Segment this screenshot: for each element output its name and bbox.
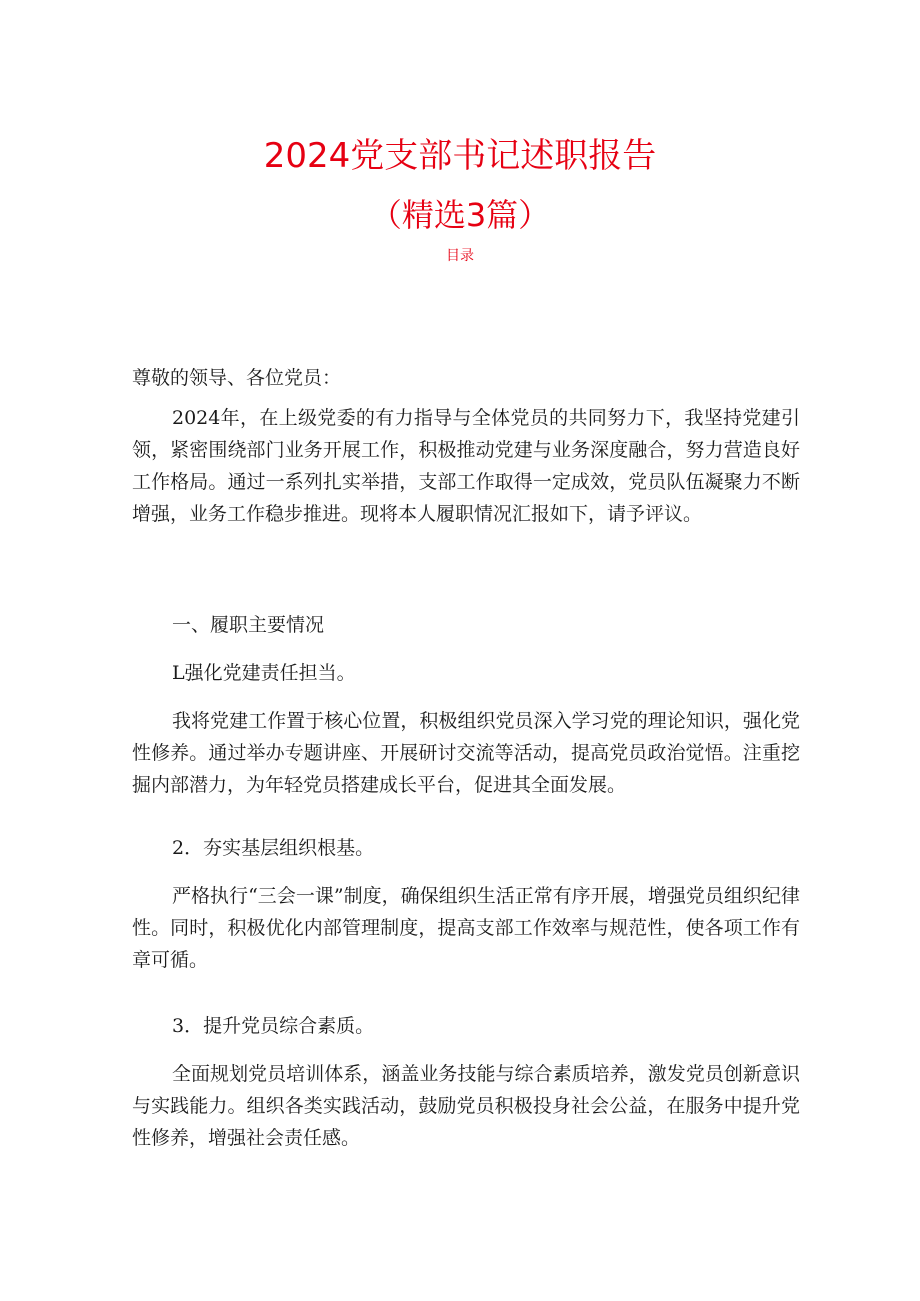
document-subtitle: （精选3篇） bbox=[369, 196, 551, 234]
intro-paragraph: 2024年，在上级党委的有力指导与全体党员的共同努力下，我坚持党建引领，紧密围绕部门业务开展工作，积极推动党建与业务深度融合，努力营造良好工作格局。通过一系列扎实举措，支部工作取得一定成效，党员队伍凝聚力不断增强，业务工作稳步推进。现将本人履职情况汇报如下，请予评议。 bbox=[132, 407, 800, 525]
salutation: 尊敬的领导、各位党员： bbox=[132, 367, 342, 389]
document-title: 2024党支部书记述职报告 bbox=[263, 136, 657, 176]
item-paragraph: 全面规划党员培训体系，涵盖业务技能与综合素质培养，激发党员创新意识与实践能力。组织各类实践活动，鼓励党员积极投身社会公益，在服务中提升党性修养，增强社会责任感。 bbox=[132, 1063, 800, 1149]
item-paragraph: 严格执行“三会一课”制度，确保组织生活正常有序开展，增强党员组织纪律性。同时，积极优化内部管理制度，提高支部工作效率与规范性，使各项工作有章可循。 bbox=[132, 885, 800, 971]
section-heading: 一、履职主要情况 bbox=[172, 614, 325, 636]
item-paragraph: 我将党建工作置于核心位置，积极组织党员深入学习党的理论知识，强化党性修养。通过举办专题讲座、开展研讨交流等活动，提高党员政治觉悟。注重挖掘内部潜力，为年轻党员搭建成长平台，促进其全面发展。 bbox=[132, 710, 800, 796]
toc-link[interactable]: 目录 bbox=[446, 248, 474, 264]
item-heading: L强化党建责任担当。 bbox=[172, 662, 356, 684]
item-heading: 2．夯实基层组织根基。 bbox=[172, 837, 375, 859]
item-heading: 3．提升党员综合素质。 bbox=[172, 1015, 375, 1037]
